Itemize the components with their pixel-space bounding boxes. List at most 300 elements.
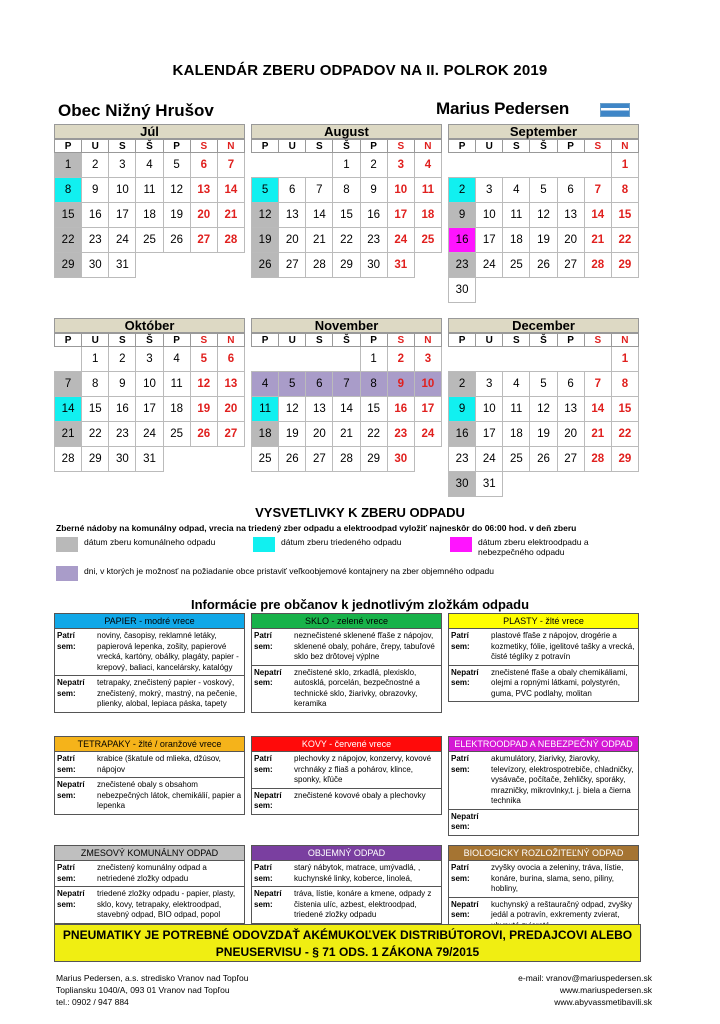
month-4 [54,318,245,472]
calendar-day: 1 [333,153,360,178]
calendar-day: 20 [306,422,333,447]
patri-text: krabice (škatule od mlieka, džúsov, nápojov [97,754,221,774]
calendar-day: 28 [584,447,611,472]
nepatri-text [489,810,493,835]
calendar-day: 6 [217,347,244,372]
calendar-day: 10 [476,203,503,228]
calendar-day: 25 [136,228,163,253]
weekday-header: S [306,334,333,347]
footer-email[interactable]: e-mail: vranov@mariuspedersen.sk [518,973,652,983]
calendar-day: 15 [360,397,387,422]
weekday-header: U [279,140,306,153]
calendar-day: 10 [109,178,136,203]
calendar-day: 12 [190,372,217,397]
weekday-header: P [360,334,387,347]
weekday-header: N [414,334,441,347]
weekday-header: S [306,140,333,153]
nepatri-label: Nepatrí sem: [57,889,85,909]
nepatri-label: Nepatrí sem: [451,899,479,919]
calendar-day: 5 [252,178,279,203]
calendar-day: 13 [279,203,306,228]
nepatri-text: znečistené obaly s obsahom nebezpečných látok, chemikálií, papier a lepenka [97,780,242,810]
calendar-day: 16 [82,203,109,228]
calendar-day: 25 [503,447,530,472]
weekday-header: P [449,140,476,153]
calendar-day: 20 [279,228,306,253]
weekday-header: P [252,334,279,347]
patri-text: noviny, časopisy, reklamné letáky, papierová lepenka, zošity, papierové vrecká, kartóny, obálky, plagáty, papier - krepový, baliaci, kancelársky, katalógy [97,631,239,672]
calendar-day: 19 [163,203,190,228]
legend-item-elektro: dátum zberu elektroodpadu a nebezpečného odpadu [450,537,625,557]
calendar-day: 16 [387,397,414,422]
patri-text: plastové fľaše z nápojov, drogérie a kozmetiky, fólie, igelitové tašky a vrecká, čisté téglíky z potravín [491,631,635,661]
calendar-day: 14 [333,397,360,422]
calendar-day: 28 [333,447,360,472]
calendar-day: 16 [109,397,136,422]
patri-label: Patrí sem: [451,631,470,651]
calendar-day: 7 [333,372,360,397]
calendar-day: 6 [557,372,584,397]
calendar-day: 25 [163,422,190,447]
calendar-day: 27 [306,447,333,472]
calendar-day: 2 [449,372,476,397]
month-1 [54,124,245,278]
calendar-day: 30 [449,472,476,497]
calendar-day: 7 [584,178,611,203]
nepatri-label: Nepatrí sem: [254,889,282,909]
weekday-header: U [476,140,503,153]
calendar-day: 27 [557,447,584,472]
weekday-header: S [190,140,217,153]
calendar-day: 15 [611,203,638,228]
info-box-paper [54,613,245,713]
calendar-day: 26 [252,253,279,278]
weekday-header: S [109,140,136,153]
cyan-swatch [253,537,275,552]
calendar-day: 23 [449,447,476,472]
calendar-day: 11 [163,372,190,397]
calendar-day: 20 [217,397,244,422]
patri-label: Patrí sem: [451,863,470,883]
calendar-day: 13 [557,203,584,228]
calendar-day: 11 [136,178,163,203]
nepatri-text: triedené zložky odpadu - papier, plasty, sklo, kovy, tetrapaky, elektroodpad, stavebný odpad, BIO odpad, popol [97,889,236,919]
calendar-day: 29 [360,447,387,472]
calendar-day: 30 [387,447,414,472]
calendar-day: 24 [136,422,163,447]
calendar-day: 22 [333,228,360,253]
info-box-electro [448,736,639,836]
footer-website-2[interactable]: www.abyvassmetibavili.sk [554,997,652,1007]
weekday-header: N [611,334,638,347]
legend-note: Zberné nádoby na komunálny odpad, vrecia na triedený zber odpadu a elektroodpad vyložiť najneskôr do 06:00 hod. v deň zberu [56,523,577,533]
patri-label: Patrí sem: [254,863,273,883]
calendar-day: 23 [82,228,109,253]
weekday-header: U [82,140,109,153]
nepatri-label: Nepatrí sem: [451,811,479,831]
calendar-day: 11 [252,397,279,422]
calendar-day: 13 [217,372,244,397]
calendar-day: 14 [584,203,611,228]
weekday-header: P [557,140,584,153]
calendar-day: 20 [557,228,584,253]
calendar-day: 29 [333,253,360,278]
calendar-day: 31 [136,447,163,472]
weekday-header: S [503,140,530,153]
calendar-day: 8 [611,372,638,397]
calendar-day: 22 [360,422,387,447]
calendar-day: 5 [530,178,557,203]
calendar-day: 4 [503,178,530,203]
calendar-day: 15 [82,397,109,422]
calendar-day: 18 [136,203,163,228]
calendar-day: 9 [449,397,476,422]
calendar-day: 29 [55,253,82,278]
weekday-header: Š [530,140,557,153]
calendar-day: 19 [190,397,217,422]
calendar-day: 17 [109,203,136,228]
calendar-day: 13 [190,178,217,203]
calendar-day: 18 [414,203,441,228]
calendar-day: 22 [82,422,109,447]
footer-contact [518,972,652,1008]
calendar-day: 4 [136,153,163,178]
tire-notice [54,924,641,962]
calendar-day: 16 [360,203,387,228]
nepatri-text: kuchynský a reštauračný odpad, zvyšky jedál a potravín, exkrementy zvierat, [491,899,632,919]
calendar-day: 21 [306,228,333,253]
calendar-day: 31 [387,253,414,278]
patri-label: Patrí sem: [254,754,273,774]
calendar-day: 9 [109,372,136,397]
tire-notice-line-1: PNEUMATIKY JE POTREBNÉ ODOVZDAŤ AKÉMUKOĽVEK DISTRIBÚTOROVI, PREDAJCOVI ALEBO [62,928,633,942]
month-name: Október [54,318,245,333]
calendar-day: 25 [503,253,530,278]
patri-text: starý nábytok, matrace, umývadlá, , kuchynské linky, koberce, linoleá, [294,863,421,883]
calendar-day: 3 [136,347,163,372]
calendar-day: 3 [476,178,503,203]
calendar-day: 8 [82,372,109,397]
nepatri-label: Nepatrí sem: [57,780,85,800]
calendar-day: 10 [387,178,414,203]
calendar-day: 12 [252,203,279,228]
patri-text: akumulátory, žiarivky, žiarovky, televízory, elektrospotrebiče, chladničky, vysávače, počítače, žehličky, sporáky, mrazničky, mikrovlnky,t. j. biela a čierna technika [491,754,634,805]
calendar-day: 20 [557,422,584,447]
nepatri-text: tráva, lístie, konáre a kmene, odpady z čistenia ulíc, azbest, elektroodpad, triedené zložky odpadu [294,889,432,919]
patri-text: znečistený komunálny odpad a netriedené zložky odpadu [97,863,207,883]
calendar-day: 26 [530,447,557,472]
weekday-header: P [55,334,82,347]
calendar-day: 17 [476,228,503,253]
footer-address: Marius Pedersen, a.s. stredisko Vranov nad Topľou Topliansku 1040/A, 093 01 Vranov nad Topľou tel.: 0902 / 947 884 [56,973,249,1007]
patri-text: neznečistené sklenené fľaše z nápojov, sklenené obaly, poháre, črepy, tabuľové sklo bez drôtovej výplne [294,631,435,661]
weekday-header: P [252,140,279,153]
weekday-header: N [414,140,441,153]
calendar-day: 9 [449,203,476,228]
calendar-day: 21 [333,422,360,447]
calendar-day: 5 [279,372,306,397]
weekday-header: U [82,334,109,347]
calendar-day: 11 [503,397,530,422]
nepatri-label: Nepatrí sem: [254,667,282,687]
info-box-bulky [251,845,442,924]
calendar-day: 7 [55,372,82,397]
weekday-header: P [557,334,584,347]
month-name: December [448,318,639,333]
calendar-day: 1 [82,347,109,372]
nepatri-label: Nepatrí sem: [254,790,282,810]
calendar-day: 28 [217,228,244,253]
calendar-day: 26 [279,447,306,472]
month-name: September [448,124,639,139]
calendar-day: 24 [109,228,136,253]
info-box-plastic [448,613,639,702]
calendar-day: 21 [584,422,611,447]
box-title: BIOLOGICKY ROZLOŽITEĽNÝ ODPAD [449,846,638,861]
calendar-day: 1 [611,347,638,372]
weekday-header: S [584,334,611,347]
calendar-day: 27 [557,253,584,278]
calendar-day: 12 [163,178,190,203]
weekday-header: P [360,140,387,153]
weekday-header: N [611,140,638,153]
calendar-day: 27 [217,422,244,447]
calendar-day: 29 [82,447,109,472]
calendar-day: 21 [55,422,82,447]
calendar-day: 10 [476,397,503,422]
legend-item-objemny: dni, v ktorých je možnosť na požiadanie obce pristaviť veľkoobjemové kontajnery na zber objemného odpadu [56,566,646,581]
calendar-day: 11 [414,178,441,203]
calendar-day: 15 [333,203,360,228]
weekday-header: N [217,140,244,153]
info-box-mixed [54,845,245,924]
company-logo-icon [600,103,630,117]
month-name: August [251,124,442,139]
calendar-day: 28 [306,253,333,278]
calendar-day: 7 [217,153,244,178]
calendar-day: 3 [414,347,441,372]
calendar-day: 20 [190,203,217,228]
calendar-day: 6 [190,153,217,178]
calendar-day: 6 [557,178,584,203]
calendar-day: 12 [530,397,557,422]
calendar-day: 8 [55,178,82,203]
calendar-day: 9 [82,178,109,203]
calendar-day: 13 [557,397,584,422]
calendar-day: 18 [163,397,190,422]
calendar-day: 28 [55,447,82,472]
patri-text: plechovky z nápojov, konzervy, kovové vrchnáky z fliaš a pohárov, klince, sponky, kľúče [294,754,432,784]
info-box-glass [251,613,442,713]
calendar-day: 12 [530,203,557,228]
calendar-day: 14 [217,178,244,203]
calendar-day: 16 [449,422,476,447]
calendar-day: 2 [82,153,109,178]
calendar-day: 23 [449,253,476,278]
patri-label: Patrí sem: [254,631,273,651]
calendar-day: 30 [360,253,387,278]
calendar-day: 14 [55,397,82,422]
municipality-name: Obec Nižný Hrušov [58,101,214,120]
calendar-day: 8 [360,372,387,397]
calendar-day: 19 [530,228,557,253]
calendar-day: 23 [360,228,387,253]
calendar-day: 19 [252,228,279,253]
weekday-header: Š [136,334,163,347]
calendar-day: 3 [476,372,503,397]
month-6 [448,318,639,497]
calendar-day: 11 [503,203,530,228]
calendar-day: 14 [584,397,611,422]
calendar-day: 29 [611,253,638,278]
nepatri-text: znečistené fľaše a obaly chemikáliami, olejmi a ropnými látkami, polystyrén, guma, PVC podlahy, molitan [491,667,628,698]
nepatri-text: znečistené sklo, zrkadlá, plexisklo, autosklá, porcelán, bezpečnostné a technické sklo, žiarivky, obrazovky, keramika [294,667,420,708]
calendar-day: 17 [387,203,414,228]
calendar-day: 9 [360,178,387,203]
calendar-day: 23 [109,422,136,447]
calendar-day: 6 [306,372,333,397]
calendar-day: 25 [252,447,279,472]
box-title: OBJEMNÝ ODPAD [252,846,441,861]
calendar-day: 27 [279,253,306,278]
calendar-day: 19 [530,422,557,447]
calendar-day: 10 [136,372,163,397]
weekday-header: P [163,334,190,347]
weekday-header: Š [530,334,557,347]
calendar-day: 24 [476,253,503,278]
calendar-day: 10 [414,372,441,397]
weekday-header: S [190,334,217,347]
calendar-day: 7 [306,178,333,203]
calendar-day: 4 [163,347,190,372]
info-box-bio [448,845,639,934]
calendar-day: 5 [163,153,190,178]
box-title: ZMESOVÝ KOMUNÁLNY ODPAD [55,846,244,861]
calendar-day: 19 [279,422,306,447]
weekday-header: Š [333,334,360,347]
calendar-day: 24 [387,228,414,253]
weekday-header: S [503,334,530,347]
magenta-swatch [450,537,472,552]
box-title: ELEKTROODPAD A NEBEZPEČNÝ ODPAD [449,737,638,752]
company-name: Marius Pedersen [436,99,570,118]
gray-swatch [56,537,78,552]
box-title: SKLO - zelené vrece [252,614,441,629]
legend-item-triedeny: dátum zberu triedeného odpadu [253,537,443,552]
calendar-day: 1 [360,347,387,372]
calendar-day: 24 [414,422,441,447]
patri-label: Patrí sem: [57,631,76,651]
calendar-day: 3 [109,153,136,178]
calendar-day: 30 [109,447,136,472]
calendar-day: 5 [530,372,557,397]
calendar-day: 18 [252,422,279,447]
calendar-day: 26 [163,228,190,253]
calendar-day: 13 [306,397,333,422]
calendar-day: 12 [279,397,306,422]
box-title: TETRAPAKY - žlté / oranžové vrece [55,737,244,752]
calendar-day: 4 [252,372,279,397]
calendar-day: 1 [611,153,638,178]
calendar-day: 17 [476,422,503,447]
weekday-header: Š [136,140,163,153]
calendar-day: 31 [109,253,136,278]
calendar-day: 22 [611,422,638,447]
calendar-day: 17 [136,397,163,422]
box-title: PLASTY - žlté vrece [449,614,638,629]
page-title: KALENDÁR ZBERU ODPADOV NA II. POLROK 2019 [172,62,548,79]
calendar-day: 2 [360,153,387,178]
calendar-day: 3 [387,153,414,178]
calendar-day: 2 [387,347,414,372]
calendar-day: 5 [190,347,217,372]
calendar-day: 25 [414,228,441,253]
weekday-header: U [279,334,306,347]
calendar-day: 1 [55,153,82,178]
calendar-day: 15 [55,203,82,228]
nepatri-label: Nepatrí sem: [57,678,85,698]
lavender-swatch [56,566,78,581]
calendar-day: 22 [55,228,82,253]
month-name: Júl [54,124,245,139]
weekday-header: N [217,334,244,347]
month-name: November [251,318,442,333]
calendar-day: 14 [306,203,333,228]
calendar-day: 26 [190,422,217,447]
patri-label: Patrí sem: [57,754,76,774]
month-2 [251,124,442,278]
calendar-day: 4 [414,153,441,178]
calendar-day: 4 [503,372,530,397]
calendar-day: 8 [611,178,638,203]
nepatri-label: Nepatrí sem: [451,667,479,687]
weekday-header: Š [333,140,360,153]
calendar-day: 18 [503,228,530,253]
calendar-day: 6 [279,178,306,203]
legend-item-komunalny: dátum zberu komunálneho odpadu [56,537,246,552]
box-title: PAPIER - modré vrece [55,614,244,629]
calendar-day: 29 [611,447,638,472]
patri-label: Patrí sem: [451,754,470,774]
weekday-header: S [387,140,414,153]
weekday-header: P [449,334,476,347]
calendar-day: 21 [217,203,244,228]
month-5 [251,318,442,472]
calendar-day: 30 [82,253,109,278]
calendar-day: 8 [333,178,360,203]
nepatri-text: znečistené kovové obaly a plechovky [294,790,426,800]
calendar-day: 22 [611,228,638,253]
legend-title: VYSVETLIVKY K ZBERU ODPADU [255,505,465,520]
calendar-day: 7 [584,372,611,397]
calendar-day: 18 [503,422,530,447]
calendar-day: 30 [449,278,476,303]
calendar-day: 2 [109,347,136,372]
calendar-day: 16 [449,228,476,253]
month-3 [448,124,639,303]
info-box-metal [251,736,442,815]
weekday-header: S [584,140,611,153]
tire-notice-line-2: PNEUSERVISU - § 71 ODS. 1 ZÁKONA 79/2015 [215,945,480,959]
calendar-day: 24 [476,447,503,472]
info-box-tetrapak [54,736,245,815]
patri-label: Patrí sem: [57,863,76,883]
calendar-day: 31 [476,472,503,497]
weekday-header: S [387,334,414,347]
weekday-header: P [55,140,82,153]
calendar-day: 17 [414,397,441,422]
footer-website[interactable]: www.mariuspedersen.sk [559,985,652,995]
